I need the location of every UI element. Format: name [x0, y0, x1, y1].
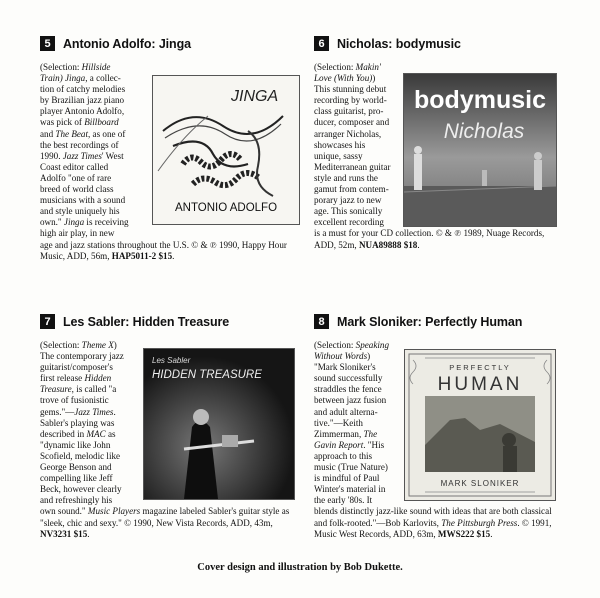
description-line: first release Hidden [40, 373, 112, 384]
description-line: high air play, in new [40, 228, 115, 239]
description-line: trove of fusionistic [40, 395, 109, 406]
cover-artist: MARK SLONIKER [440, 479, 520, 488]
album-cover-hidden-treasure [143, 348, 295, 500]
entry-header [314, 314, 522, 329]
description-line: arranger Nicholas, [314, 128, 382, 139]
description-line: Scofield, melodic like [40, 450, 121, 461]
description-line: The contemporary jazz [40, 351, 124, 362]
cover-artist: ANTONIO ADOLFO [174, 202, 278, 214]
entry-title: Mark Sloniker: Perfectly Human [337, 314, 523, 329]
entry-number: 8 [314, 314, 329, 329]
description-line: Without Words) [314, 351, 371, 362]
description-line: Train) Jinga, a collec- [40, 73, 121, 84]
description-line: the early '80s. It [314, 495, 373, 506]
description-line: was pick of Billboard [40, 117, 119, 128]
description-line: class guitarist, pro- [314, 106, 384, 117]
description-line: Winter's material in [314, 484, 386, 495]
cover-title: HIDDEN TREASURE [152, 369, 262, 381]
entry-title: Antonio Adolfo: Jinga [63, 36, 191, 51]
description-line: This stunning debut [314, 84, 387, 95]
description-line: (Selection: Makin' [314, 62, 381, 72]
description-line: (Selection: Theme X) [40, 340, 117, 350]
description-line: "dynamic like John [40, 439, 111, 450]
entry-header [40, 36, 191, 51]
description-line: tion of catchy melodies [40, 84, 126, 95]
description-line: and folk-rooted."—Bob Karlovits, The Pittsburgh Press. © 1991, [314, 517, 552, 528]
description-line: breed of world class [40, 184, 114, 195]
description-line: Zimmerman, The [314, 428, 378, 439]
description-line: (Selection: Speaking [314, 340, 390, 350]
description-line: is a must for your CD collection. © & ℗ 1989, Nuage Records, [314, 228, 545, 239]
description-line: Coast editor called [40, 161, 109, 172]
description-line: ducer, composer and [314, 117, 390, 128]
description-line: Adolfo "one of rare [40, 172, 112, 183]
description-line: "Mark Sloniker's [314, 362, 376, 373]
description-line: ADD, 52m, NUA89888 $18. [314, 239, 420, 250]
description-line: Love (With You)) [314, 73, 376, 84]
description-line: Sabler's playing was [40, 417, 115, 428]
entry-number: 6 [314, 36, 329, 51]
hidden-treasure-cover-art [144, 349, 294, 499]
description-line: approach to this [314, 450, 373, 461]
entry-title: Nicholas: bodymusic [337, 36, 461, 51]
description-line: blends distinctly jazz-like sound with ideas that are both classical [314, 506, 552, 517]
entry-number: 7 [40, 314, 55, 329]
description-line: guitarist/composer's [40, 362, 113, 373]
cover-title: bodymusic [414, 86, 546, 114]
jinga-cover-art [153, 76, 299, 224]
description-line: sound successfully [314, 373, 383, 384]
description-line: compelling like Jeff [40, 473, 113, 484]
description-line: and adult alterna- [314, 406, 378, 417]
description-line: age and jazz stations throughout the U.S. © & ℗ 1990, Happy Hour [40, 239, 287, 250]
cover-artist: Les Sabler [152, 356, 191, 365]
description-line: Beck, however clearly [40, 484, 122, 495]
description-line: excellent recording [314, 217, 384, 228]
description-line: Music West Records, ADD, 63m, MWS222 $15. [314, 528, 493, 539]
description-line: NV3231 $15. [40, 528, 90, 539]
entry-header [40, 314, 229, 329]
description-line: showcases his [314, 139, 366, 150]
entry-title: Les Sabler: Hidden Treasure [63, 314, 230, 329]
description-line: own." Jinga is receiving [40, 217, 129, 228]
cover-artist: Nicholas [443, 120, 525, 143]
entry-header [314, 36, 461, 51]
description-line: straddles the fence [314, 384, 382, 395]
description-line: tive."—Keith [314, 417, 363, 428]
description-line: Mediterranean guitar [314, 161, 391, 172]
description-line: porary jazz to new [314, 195, 382, 206]
description-line: is mindful of Paul [314, 473, 380, 484]
perfectly-human-cover-art [405, 350, 555, 500]
description-line: and style uniquely his [40, 206, 120, 217]
description-line: and refreshingly his [40, 495, 113, 506]
description-line: George Benson and [40, 462, 112, 473]
description-line: unique, sassy [314, 150, 363, 161]
description-line: by Brazilian jazz piano [40, 95, 125, 106]
entry-number: 5 [40, 36, 55, 51]
cover-title: HUMAN [437, 374, 523, 395]
description-line: age. This sonically [314, 206, 383, 217]
description-line: Treasure, is called "a [40, 384, 117, 395]
album-cover-perfectly-human [404, 349, 556, 501]
description-line: between jazz fusion [314, 395, 387, 406]
description-line: Music, ADD, 56m, HAP5011-2 $15. [40, 250, 175, 261]
description-line: own sound." Music Players magazine labeled Sabler's guitar style as [40, 506, 290, 517]
album-cover-jinga [152, 75, 300, 225]
description-line: gamut from contem- [314, 184, 389, 195]
description-line: recording by world- [314, 95, 387, 106]
description-line: player Antonio Adolfo, [40, 106, 125, 117]
description-line: the best recordings of [40, 139, 119, 150]
description-line: Gavin Report. "His [314, 439, 385, 450]
cover-title: JINGA [231, 88, 279, 105]
credits-footer: Cover design and illustration by Bob Dukette. [197, 562, 403, 573]
description-line: and The Beat, as one of [40, 128, 126, 139]
description-line: musicians with a sound [40, 195, 126, 206]
bodymusic-cover-art [404, 74, 556, 226]
cover-top-text: PERFECTLY [449, 363, 511, 372]
description-line: music (True Nature) [314, 462, 388, 473]
description-line: gems."—Jazz Times. [40, 406, 116, 417]
description-line: (Selection: Hillside [40, 62, 111, 72]
album-cover-bodymusic [403, 73, 557, 227]
description-line: style and runs the [314, 172, 378, 183]
description-line: "sleek, chic and sexy." © 1990, New Vista Records, ADD, 43m, [40, 517, 273, 528]
description-line: 1990. Jazz Times' West [40, 150, 124, 161]
description-line: described in MAC as [40, 428, 116, 439]
